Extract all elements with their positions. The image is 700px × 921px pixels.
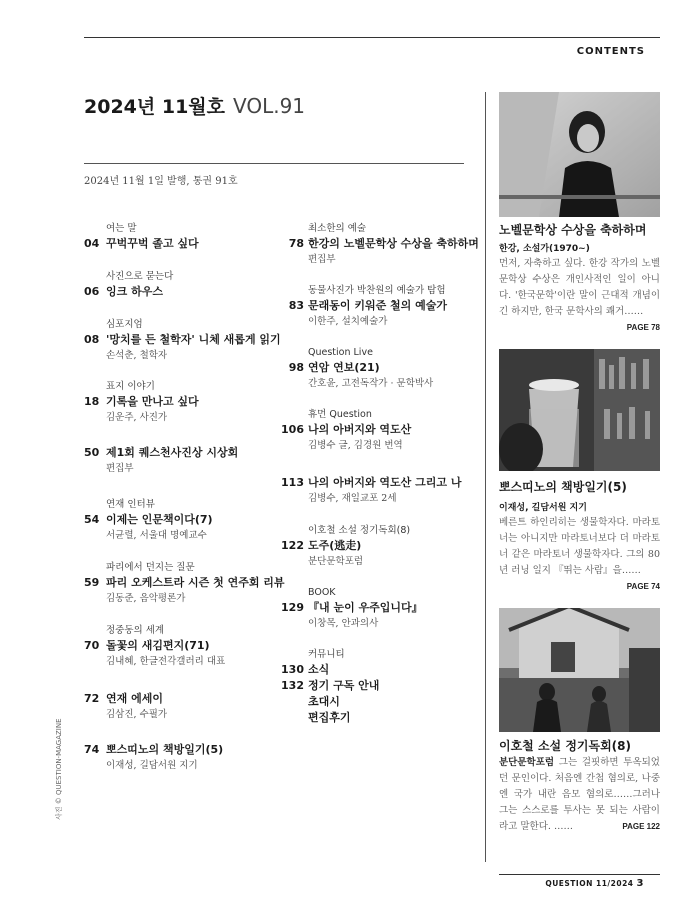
toc-author: 서균렬, 서울대 명예교수 — [106, 530, 207, 541]
toc-page-number: 06 — [84, 285, 100, 298]
toc-category: 휴먼 Question — [308, 409, 372, 420]
toc-title: 한강의 노벨문학상 수상을 축하하며 — [308, 237, 479, 250]
toc-entry[interactable] — [274, 222, 479, 267]
toc-page-number: 122 — [281, 539, 304, 552]
feature-body — [499, 515, 660, 595]
footer-magazine: QUESTION 11/2024 — [545, 879, 634, 888]
toc-entry[interactable] — [274, 678, 479, 694]
toc-category: 연재 인터뷰 — [106, 499, 155, 510]
toc-right-column — [274, 222, 479, 726]
toc-author: 이한주, 설치예술가 — [308, 316, 388, 327]
toc-page-number: 83 — [288, 299, 304, 312]
toc-entry[interactable] — [274, 524, 479, 569]
toc-title: 나의 아버지와 역도산 그리고 나 — [308, 476, 462, 489]
toc-page-number: 78 — [288, 237, 304, 250]
toc-page-number: 130 — [281, 663, 304, 676]
toc-page-number: 59 — [84, 576, 100, 589]
toc-entry[interactable] — [274, 346, 479, 391]
toc-author: 간호윤, 고전독작가 · 문학박사 — [308, 378, 434, 389]
toc-page-number: 113 — [281, 476, 304, 489]
toc-author: 이재성, 길담서원 지기 — [106, 760, 198, 771]
toc-author: 김내혜, 한글전각갤러리 대표 — [106, 656, 226, 667]
feature-body — [499, 256, 660, 336]
toc-author: 분단문학포럼 — [308, 556, 364, 567]
feature-title[interactable]: 뽀스띠노의 책방일기(5) — [499, 480, 627, 494]
toc-entry[interactable] — [84, 691, 284, 722]
toc-author: 김운주, 사진가 — [106, 412, 168, 423]
toc-title: 제1회 퀘스천사진상 시상회 — [106, 446, 239, 459]
toc-page-number: 132 — [281, 679, 304, 692]
toc-category: 사진으로 묻는다 — [106, 271, 174, 282]
toc-category: Question Live — [308, 347, 373, 358]
issue-date: 2024년 11월호 — [84, 96, 225, 118]
toc-entry[interactable] — [84, 624, 284, 669]
toc-entry[interactable] — [274, 284, 479, 329]
toc-title: 나의 아버지와 역도산 — [308, 423, 412, 436]
toc-title: 파리 오케스트라 시즌 첫 연주회 리뷰 — [106, 576, 285, 589]
toc-category: 동물사진가 박찬원의 예술가 탐험 — [308, 285, 446, 296]
feature-photo-reading-group — [499, 608, 660, 732]
toc-category: BOOK — [308, 587, 336, 598]
feature-body — [499, 755, 660, 835]
toc-page-number: 08 — [84, 333, 100, 346]
toc-entry[interactable] — [274, 648, 479, 678]
toc-entry[interactable] — [84, 270, 284, 300]
toc-page-number: 54 — [84, 513, 100, 526]
sidebar-rule — [485, 92, 486, 862]
toc-entry[interactable] — [84, 561, 284, 606]
toc-page-number: 106 — [281, 423, 304, 436]
toc-title: 뽀스띠노의 책방일기(5) — [106, 743, 224, 756]
feature-photo-bookstore — [499, 349, 660, 471]
toc-title: 기록을 만나고 싶다 — [106, 395, 199, 408]
toc-category: 정중동의 세계 — [106, 625, 165, 636]
toc-page-number: 50 — [84, 446, 100, 459]
footer-rule — [499, 874, 660, 875]
toc-title: 『내 눈이 우주입니다』 — [308, 601, 423, 614]
feature-excerpt: 그는 걸핏하면 투옥되었던 문인이다. 처음엔 간첩 혐의로, 나중엔 국가 내란 음모 혐의로……그러나 그는 스스로를 투사는 못 되는 사람이라고 말한다. …… — [499, 757, 660, 832]
toc-entry[interactable] — [274, 586, 479, 631]
toc-entry[interactable] — [274, 694, 479, 710]
toc-page-number: 129 — [281, 601, 304, 614]
toc-title: 돌꽃의 새김편지(71) — [106, 639, 210, 652]
toc-entry[interactable] — [84, 318, 284, 363]
toc-author: 이창목, 안과의사 — [308, 618, 379, 629]
publication-info: 2024년 11월 1일 발행, 통권 91호 — [84, 176, 238, 187]
toc-category: 심포지엄 — [106, 319, 143, 330]
toc-author: 김동준, 음악평론가 — [106, 593, 186, 604]
feature-subtitle: 한강, 소설가(1970~) — [499, 244, 590, 254]
toc-author: 편집부 — [308, 254, 336, 265]
toc-author: 김삼진, 수필가 — [106, 709, 168, 720]
page-footer — [545, 878, 644, 889]
toc-entry[interactable] — [84, 498, 284, 543]
contents-label: CONTENTS — [576, 46, 645, 57]
toc-left-column — [84, 222, 284, 773]
toc-entry[interactable] — [274, 710, 479, 726]
toc-page-number: 74 — [84, 743, 100, 756]
feature-subtitle: 이재성, 길담서원 지기 — [499, 503, 587, 513]
toc-page-number: 98 — [288, 361, 304, 374]
volume-number: VOL.91 — [233, 94, 306, 118]
feature-lead: 분단문학포럼 — [499, 757, 555, 768]
toc-entry[interactable] — [274, 408, 479, 453]
feature-page[interactable]: PAGE 74 — [626, 582, 660, 591]
toc-category: 표지 이야기 — [106, 381, 155, 392]
toc-category: 파리에서 던지는 질문 — [106, 562, 195, 573]
toc-category: 커뮤니티 — [308, 649, 345, 660]
toc-author: 김병수 글, 김경원 번역 — [308, 440, 403, 451]
toc-title: 도주(逃走) — [308, 539, 362, 552]
feature-title[interactable]: 노벨문학상 수상을 축하하며 — [499, 223, 647, 237]
toc-entry[interactable] — [84, 742, 284, 773]
toc-category: 최소한의 예술 — [308, 223, 367, 234]
toc-author: 편집부 — [106, 463, 134, 474]
feature-photo-han-kang — [499, 92, 660, 217]
feature-excerpt: 베른트 하인리히는 생물학자다. 마라토너는 아니지만 마라토너보다 더 마라토너 같은 마라토너 생물학자다. 그의 80년 러닝 일지 『뛰는 사람』을…… — [499, 517, 660, 576]
photo-credit: 사진 © QUESTION-MAGAZINE — [55, 718, 63, 820]
toc-title: 이제는 인문책이다(7) — [106, 513, 213, 526]
toc-entry[interactable] — [274, 475, 479, 506]
toc-entry[interactable] — [84, 222, 284, 252]
feature-excerpt: 먼저, 자축하고 싶다. 한강 작가의 노벨문학상 수상은 개인사적인 일이 아니다. '한국문학'이란 말이 근대적 개념이긴 하지만, 한국 문학사의 쾌거…… — [499, 258, 660, 317]
toc-entry[interactable] — [84, 445, 284, 476]
feature-page[interactable]: PAGE 122 — [622, 822, 660, 831]
toc-title: 잉크 하우스 — [106, 285, 163, 298]
feature-title[interactable]: 이호철 소설 정기독회(8) — [499, 739, 632, 753]
toc-author: 김병수, 재일교포 2세 — [308, 493, 397, 504]
toc-category: 이호철 소설 정기독회(8) — [308, 525, 411, 536]
toc-category: 여는 말 — [106, 223, 137, 234]
toc-title: 정기 구독 안내 — [308, 679, 380, 692]
toc-entry[interactable] — [84, 380, 284, 425]
toc-author: 손석춘, 철학자 — [106, 350, 168, 361]
toc-title: 문래동이 키워준 철의 예술가 — [308, 299, 447, 312]
toc-title: 연재 에세이 — [106, 692, 163, 705]
toc-title: '망치를 든 철학자' 니체 새롭게 읽기 — [106, 333, 281, 346]
feature-page[interactable]: PAGE 78 — [626, 323, 660, 332]
toc-page-number: 18 — [84, 395, 100, 408]
toc-title: 소식 — [308, 663, 330, 676]
toc-page-number: 72 — [84, 692, 100, 705]
issue-heading — [84, 92, 305, 119]
toc-page-number: 04 — [84, 237, 100, 250]
page-number: 3 — [636, 878, 644, 889]
toc-title: 꾸벅꾸벅 졸고 싶다 — [106, 237, 199, 250]
toc-title: 편집후기 — [308, 711, 351, 724]
toc-title: 초대시 — [308, 695, 340, 708]
toc-title: 연암 연보(21) — [308, 361, 380, 374]
top-rule — [84, 37, 660, 38]
issue-rule — [84, 163, 464, 164]
toc-page-number: 70 — [84, 639, 100, 652]
